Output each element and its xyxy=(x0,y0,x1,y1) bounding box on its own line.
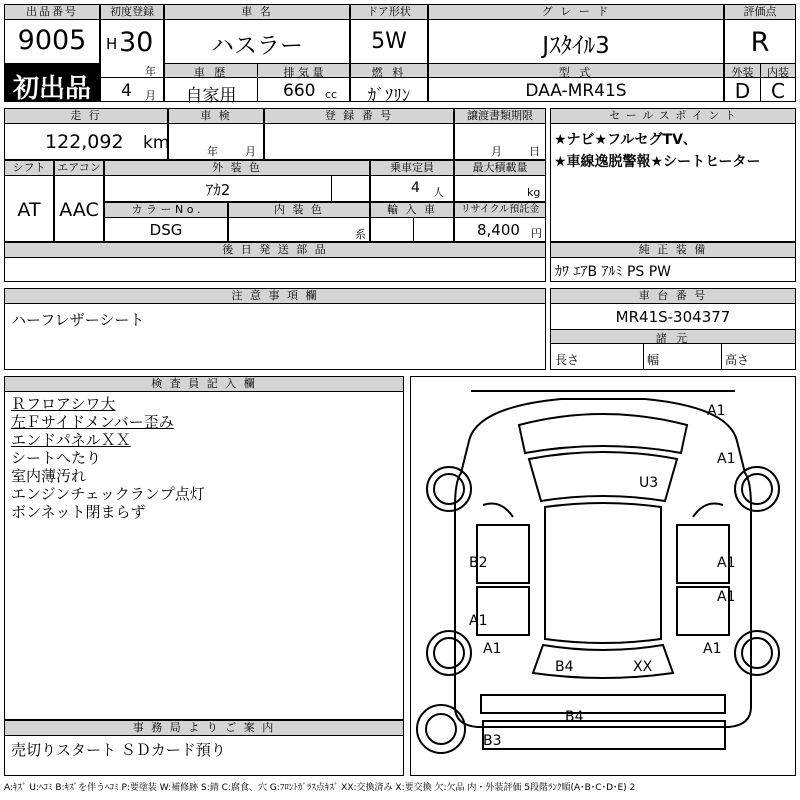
inspector-note-3: エンドパネルＸＸ xyxy=(11,431,131,449)
length-label: 長さ xyxy=(555,353,580,367)
chassis-label: 車 台 番 号 xyxy=(551,289,795,304)
history: 自家用 xyxy=(185,86,237,106)
registration-year: 30 xyxy=(119,27,154,58)
displacement: 660 xyxy=(283,81,316,101)
code-left-rear-door: A1 xyxy=(469,613,488,629)
code-back-door-left: B4 xyxy=(555,659,574,675)
legend: A:ｷｽﾞ U:ﾍｺﾐ B:ｷｽﾞを伴うﾍｺﾐ P:要塗装 W:補修跡 S:錆 C:腐食、穴 G:ﾌﾛﾝﾄｶﾞﾗｽ点ｷｽﾞ XX:交換済み X:要交換 欠:欠品 内・外装評価 5段階ﾗﾝｸ順(A･B･C･D･E) 2 xyxy=(4,783,636,793)
left-front-door xyxy=(477,525,529,583)
car-name-label: 車 名 xyxy=(165,5,349,20)
exterior-grade: D xyxy=(734,79,751,103)
ext-color-label: 外 装 色 xyxy=(105,161,369,176)
grade-box xyxy=(428,4,724,102)
transfer-month-unit: 月 xyxy=(491,145,502,158)
door-box xyxy=(350,4,428,106)
door-type: 5W xyxy=(371,29,407,54)
seats-unit: 人 xyxy=(433,186,444,199)
ext-color: ｱｶ2 xyxy=(205,181,231,199)
inspection-year-unit: 年 xyxy=(207,145,218,158)
exterior-label: 外装 xyxy=(725,64,760,78)
transfer-day-unit: 日 xyxy=(529,145,540,158)
import-box xyxy=(370,202,454,242)
code-rear-bumper: B4 xyxy=(565,709,584,725)
equipment-label: 純 正 装 備 xyxy=(551,243,795,258)
model-label: 型 式 xyxy=(429,64,723,78)
shift-box xyxy=(4,160,54,242)
transfer-deadline-label: 譲渡書類期限 xyxy=(455,109,545,124)
car-name-box xyxy=(164,4,350,106)
inspector-box xyxy=(4,376,404,720)
inspector-note-1: Ｒフロアシワ大 xyxy=(11,395,116,413)
code-roof: U3 xyxy=(639,475,659,491)
shift-label: シフト xyxy=(5,161,53,176)
code-left-front-door: B2 xyxy=(469,555,488,571)
registration-number-box xyxy=(264,108,454,160)
inspection-box xyxy=(168,108,264,160)
score: R xyxy=(750,27,770,58)
code-right-rear-door: A1 xyxy=(717,589,736,605)
equipment-box xyxy=(550,242,796,282)
mileage: 122,092 xyxy=(45,131,124,153)
era: H xyxy=(106,35,118,53)
car-name: ハスラー xyxy=(211,33,303,59)
color-number-label: カ ラ ー N o . xyxy=(105,203,227,218)
code-back-door-right: XX xyxy=(633,659,653,675)
rear-bumper xyxy=(481,695,725,713)
right-front-door xyxy=(677,525,729,583)
color-number-box xyxy=(104,202,228,242)
month-unit: 月 xyxy=(145,89,156,102)
inspector-note-4: シートへたり xyxy=(11,449,102,467)
inspector-note-6: エンジンチェックランプ点灯 xyxy=(11,485,205,503)
first-registration-box xyxy=(100,4,164,102)
first-listing-text: 初出品 xyxy=(12,74,91,104)
office-note: 売切りスタート ＳＤカード預り xyxy=(11,741,226,759)
color-number: DSG xyxy=(149,221,183,239)
chassis-box xyxy=(550,288,796,370)
grade: Jｽﾀｲﾙ3 xyxy=(542,33,610,59)
load-label: 最大積載量 xyxy=(455,161,545,176)
later-parts-label: 後 日 発 送 部 品 xyxy=(5,243,545,258)
import-label: 輸 入 車 xyxy=(371,203,453,218)
spare-wheel xyxy=(417,705,465,753)
recycle-unit: 円 xyxy=(531,227,542,240)
sales-point-label: セ ー ル ス ポ イ ン ト xyxy=(551,109,795,124)
sales-point-line1: ★ナビ★フルセグTV、 xyxy=(554,132,697,148)
grade-label: グ レ ー ド xyxy=(429,5,723,20)
history-label: 車 歴 xyxy=(165,64,257,78)
recycle-fee: 8,400 xyxy=(477,221,520,239)
fuel: ｶﾞｿﾘﾝ xyxy=(367,86,411,106)
mirror-left xyxy=(483,504,513,518)
code-spare: B3 xyxy=(483,733,502,749)
code-hood: A1 xyxy=(707,403,726,419)
load-unit: kg xyxy=(527,186,541,199)
code-right-front-door: A1 xyxy=(717,555,736,571)
roof-panel xyxy=(545,503,661,643)
lower-bumper xyxy=(483,721,725,749)
registration-number-label: 登 録 番 号 xyxy=(265,109,453,124)
inspector-note-2: 左Ｆサイドメンバー歪み xyxy=(11,413,174,431)
caution-label: 注 意 事 項 欄 xyxy=(5,289,545,304)
score-box xyxy=(724,4,796,102)
int-color-label: 内 装 色 xyxy=(229,203,369,218)
code-front-fender-r: A1 xyxy=(717,451,736,467)
seats-box xyxy=(370,160,454,202)
hood-panel xyxy=(519,414,687,453)
sales-point-box xyxy=(550,108,796,242)
caution: ハーフレザーシート xyxy=(11,311,145,329)
aircon-box xyxy=(54,160,104,242)
lot-number: 9005 xyxy=(17,25,87,56)
door-label: ドア形状 xyxy=(351,5,427,20)
seats-label: 乗車定員 xyxy=(371,161,453,176)
first-listing-badge xyxy=(4,64,100,102)
lot-number-box xyxy=(4,4,100,64)
interior-label: 内装 xyxy=(761,64,795,78)
int-color-box xyxy=(228,202,370,242)
int-color-unit: 系 xyxy=(355,228,366,241)
inspection-label: 車 検 xyxy=(169,109,263,124)
width-label: 幅 xyxy=(647,353,660,367)
caution-box xyxy=(4,288,546,370)
score-label: 評価点 xyxy=(725,5,795,20)
recycle-label: リサイクル預託金 xyxy=(455,203,545,218)
inspector-label: 検 査 員 記 入 欄 xyxy=(5,377,403,392)
interior-grade: C xyxy=(771,79,785,103)
first-registration-label: 初度登録 xyxy=(101,5,163,20)
aircon: AAC xyxy=(59,199,99,221)
later-parts-box xyxy=(4,242,546,282)
ext-color-box xyxy=(104,160,370,202)
mileage-box xyxy=(4,108,168,160)
aircon-label: エアコン xyxy=(55,161,103,176)
load-box xyxy=(454,160,546,202)
height-label: 高さ xyxy=(725,353,750,367)
recycle-box xyxy=(454,202,546,242)
equipment: ｶﾜ ｴｱB ｱﾙﾐ PS PW xyxy=(555,264,672,280)
code-left-quarter: A1 xyxy=(483,641,502,657)
registration-month: 4 xyxy=(121,81,132,101)
mirror-right xyxy=(693,504,723,518)
inspector-note-5: 室内薄汚れ xyxy=(11,467,87,485)
inspection-month-unit: 月 xyxy=(245,145,256,158)
car-diagram-box xyxy=(410,376,796,776)
lot-number-label: 出品番号 xyxy=(5,5,99,20)
mileage-label: 走 行 xyxy=(5,109,167,124)
year-unit: 年 xyxy=(145,65,156,78)
car-diagram xyxy=(411,377,794,774)
displacement-label: 排 気 量 xyxy=(258,64,349,78)
dims-label: 諸 元 xyxy=(551,330,795,344)
office-label: 事 務 局 よ り ご 案 内 xyxy=(5,721,403,736)
fuel-label: 燃 料 xyxy=(351,64,427,78)
seats: 4 xyxy=(411,180,420,196)
inspector-note-7: ボンネット閉まらず xyxy=(11,503,146,521)
sales-point-line2: ★車線逸脱警報★シートヒーター xyxy=(554,154,761,170)
code-right-quarter: A1 xyxy=(703,641,722,657)
chassis-number: MR41S-304377 xyxy=(615,308,731,326)
office-box xyxy=(4,720,404,776)
displacement-unit: cc xyxy=(325,88,338,101)
model: DAA-MR41S xyxy=(525,81,627,101)
shift: AT xyxy=(17,199,41,221)
mileage-unit: km xyxy=(143,133,170,153)
transfer-deadline-box xyxy=(454,108,546,160)
